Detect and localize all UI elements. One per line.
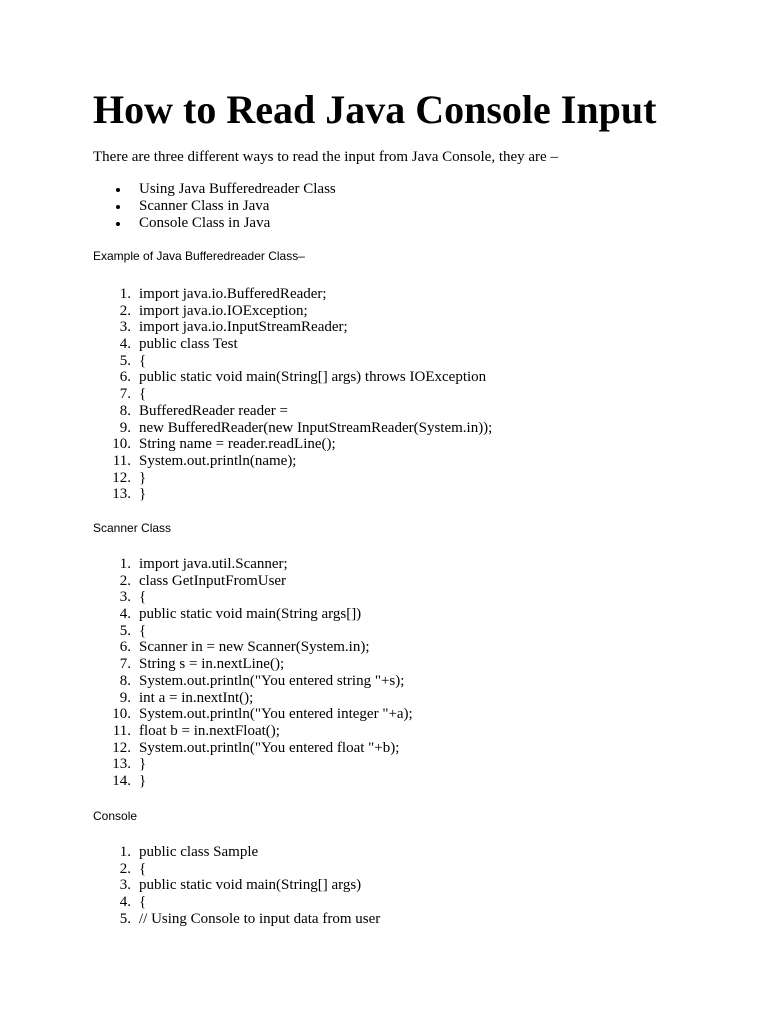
code-text: import java.io.BufferedReader; (139, 286, 327, 302)
code-line (93, 723, 413, 740)
code-text: // Using Console to input data from user (139, 910, 381, 927)
list-item (93, 181, 336, 198)
code-line (93, 573, 413, 590)
line-number: 4. (119, 336, 131, 353)
code-text: new BufferedReader(new InputStreamReader(System.in)); (139, 419, 493, 436)
code-text: public static void main(String args[]) (139, 606, 362, 623)
list-item (93, 198, 336, 215)
line-number: 4. (119, 606, 131, 623)
code-line (93, 453, 492, 470)
line-number: 14. (112, 772, 131, 789)
code-line (93, 403, 492, 420)
code-text: public class Test (139, 336, 238, 353)
code-text: import java.util.Scanner; (139, 556, 288, 572)
list-item-text: Console Class in Java (139, 215, 271, 231)
line-number: 5. (119, 352, 131, 369)
line-number: 12. (112, 739, 131, 756)
code-line (93, 844, 380, 861)
code-line (93, 606, 413, 623)
code-line (93, 756, 413, 773)
code-text: { (139, 860, 147, 877)
code-line (93, 369, 492, 386)
line-number: 6. (119, 639, 131, 656)
code-line (93, 556, 413, 573)
line-number: 13. (112, 756, 131, 773)
section-heading-scanner: Scanner Class (93, 521, 172, 535)
code-text: import java.io.IOException; (139, 302, 308, 319)
ways-list (93, 181, 336, 232)
line-number: 11. (112, 722, 131, 739)
code-text: System.out.println("You entered integer "+a); (139, 706, 413, 723)
line-number: 13. (112, 486, 131, 503)
code-text: import java.io.InputStreamReader; (139, 319, 348, 336)
line-number: 1. (119, 286, 131, 302)
code-text: { (139, 352, 147, 369)
line-number: 6. (119, 369, 131, 386)
code-line (93, 861, 380, 878)
code-text: float b = in.nextFloat(); (139, 722, 280, 739)
code-text: String name = reader.readLine(); (139, 436, 336, 453)
code-text: public static void main(String[] args) (139, 877, 362, 894)
code-text: System.out.println("You entered float "+b); (139, 739, 400, 756)
line-number: 1. (119, 556, 131, 572)
code-line (93, 470, 492, 487)
line-number: 3. (119, 589, 131, 606)
line-number: 5. (119, 622, 131, 639)
line-number: 7. (119, 386, 131, 403)
code-line (93, 673, 413, 690)
line-number: 3. (119, 877, 131, 894)
code-line (93, 589, 413, 606)
line-number: 8. (119, 402, 131, 419)
line-number: 4. (119, 894, 131, 911)
code-text: } (139, 486, 147, 503)
code-line (93, 911, 380, 928)
code-line (93, 336, 492, 353)
line-number: 5. (119, 910, 131, 927)
list-item-text: Scanner Class in Java (139, 198, 270, 214)
code-line (93, 623, 413, 640)
line-number: 2. (119, 302, 131, 319)
code-text: { (139, 894, 147, 911)
line-number: 1. (119, 844, 131, 860)
code-text: { (139, 386, 147, 403)
page-title: How to Read Java Console Input (93, 87, 657, 132)
line-number: 7. (119, 656, 131, 673)
code-text: } (139, 469, 147, 486)
code-listing-scanner (93, 556, 413, 790)
code-text: { (139, 589, 147, 606)
code-text: } (139, 772, 147, 789)
code-text: BufferedReader reader = (139, 402, 288, 419)
code-text: Scanner in = new Scanner(System.in); (139, 639, 370, 656)
line-number: 10. (112, 706, 131, 723)
code-line (93, 773, 413, 790)
code-line (93, 690, 413, 707)
code-line (93, 386, 492, 403)
code-line (93, 436, 492, 453)
code-line (93, 286, 492, 303)
section-heading-console: Console (93, 809, 138, 823)
line-number: 12. (112, 469, 131, 486)
line-number: 11. (112, 452, 131, 469)
line-number: 2. (119, 860, 131, 877)
code-text: System.out.println("You entered string "+s); (139, 672, 405, 689)
list-item-text: Using Java Bufferedreader Class (139, 181, 336, 197)
line-number: 3. (119, 319, 131, 336)
code-text: System.out.println(name); (139, 452, 297, 469)
line-number: 9. (119, 419, 131, 436)
line-number: 8. (119, 672, 131, 689)
list-item (93, 215, 336, 232)
code-text: public class Sample (139, 844, 259, 860)
code-line (93, 420, 492, 437)
line-number: 10. (112, 436, 131, 453)
code-text: int a = in.nextInt(); (139, 689, 254, 706)
code-text: { (139, 622, 147, 639)
code-line (93, 656, 413, 673)
line-number: 2. (119, 572, 131, 589)
code-line (93, 353, 492, 370)
code-listing-bufferedreader (93, 286, 492, 503)
code-listing-console (93, 844, 380, 927)
bullet-icon (116, 222, 120, 226)
bullet-icon (116, 205, 120, 209)
bullet-icon (116, 188, 120, 192)
code-text: class GetInputFromUser (139, 572, 287, 589)
code-line (93, 303, 492, 320)
code-line (93, 740, 413, 757)
section-heading-bufferedreader: Example of Java Bufferedreader Class– (93, 249, 305, 263)
code-text: public static void main(String[] args) throws IOException (139, 369, 487, 386)
code-line (93, 319, 492, 336)
code-line (93, 877, 380, 894)
code-line (93, 639, 413, 656)
line-number: 9. (119, 689, 131, 706)
code-line (93, 894, 380, 911)
code-text: } (139, 756, 147, 773)
code-line (93, 486, 492, 503)
intro-paragraph: There are three different ways to read the input from Java Console, they are – (93, 149, 558, 165)
code-text: String s = in.nextLine(); (139, 656, 285, 673)
code-line (93, 706, 413, 723)
